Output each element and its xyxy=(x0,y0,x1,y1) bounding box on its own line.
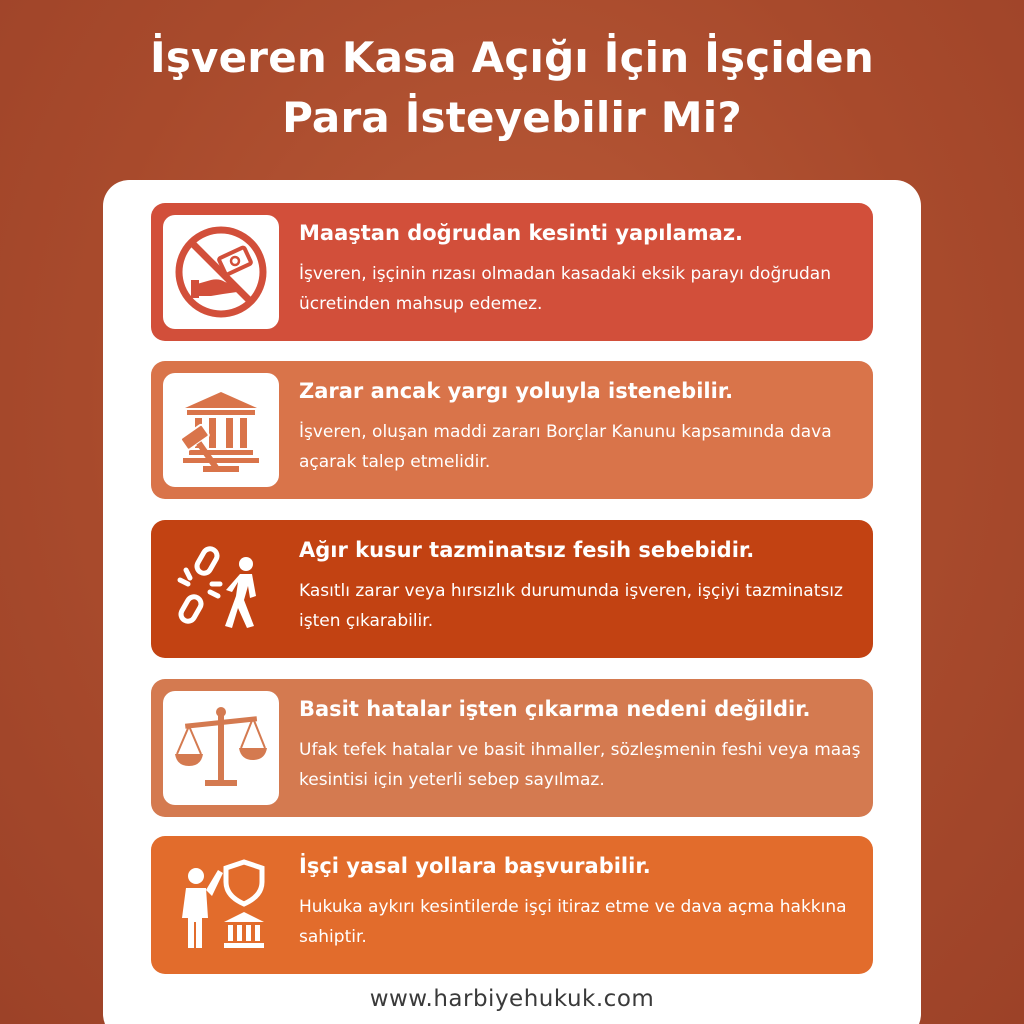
broken-chain-walker-icon xyxy=(163,532,279,646)
worker-shield-court-icon xyxy=(163,848,279,962)
page-title xyxy=(0,28,1024,148)
card-salary-deduction xyxy=(151,203,873,341)
card-body: Ufak tefek hatalar ve basit ihmaller, sözleşmenin feshi veya maaş kesintisi için yeterli sebep sayılmaz. xyxy=(299,740,861,790)
card-title: Zarar ancak yargı yoluyla istenebilir. xyxy=(299,379,734,403)
courthouse-gavel-icon xyxy=(163,373,279,487)
card-simple-mistakes xyxy=(151,679,873,817)
card-title: İşçi yasal yollara başvurabilir. xyxy=(299,854,651,878)
card-body: İşveren, işçinin rızası olmadan kasadaki eksik parayı doğrudan ücretinden mahsup edemez. xyxy=(299,264,831,314)
card-court-claim xyxy=(151,361,873,499)
card-title: Basit hatalar işten çıkarma nedeni değildir. xyxy=(299,697,811,721)
no-money-icon xyxy=(163,215,279,329)
website-link[interactable]: www.harbiyehukuk.com xyxy=(369,986,655,1012)
title-line-2: Para İsteyebilir Mi? xyxy=(282,93,742,142)
card-legal-recourse xyxy=(151,836,873,974)
card-title: Maaştan doğrudan kesinti yapılamaz. xyxy=(299,221,744,245)
card-severe-fault xyxy=(151,520,873,658)
card-body: Hukuka aykırı kesintilerde işçi itiraz etme ve dava açma hakkına sahiptir. xyxy=(299,897,847,947)
card-title: Ağır kusur tazminatsız fesih sebebidir. xyxy=(299,538,755,562)
scales-icon xyxy=(163,691,279,805)
title-line-1: İşveren Kasa Açığı İçin İşçiden xyxy=(150,33,874,82)
card-body: İşveren, oluşan maddi zararı Borçlar Kanunu kapsamında dava açarak talep etmelidir. xyxy=(299,422,832,472)
card-body: Kasıtlı zarar veya hırsızlık durumunda işveren, işçiyi tazminatsız işten çıkarabilir. xyxy=(299,581,843,631)
